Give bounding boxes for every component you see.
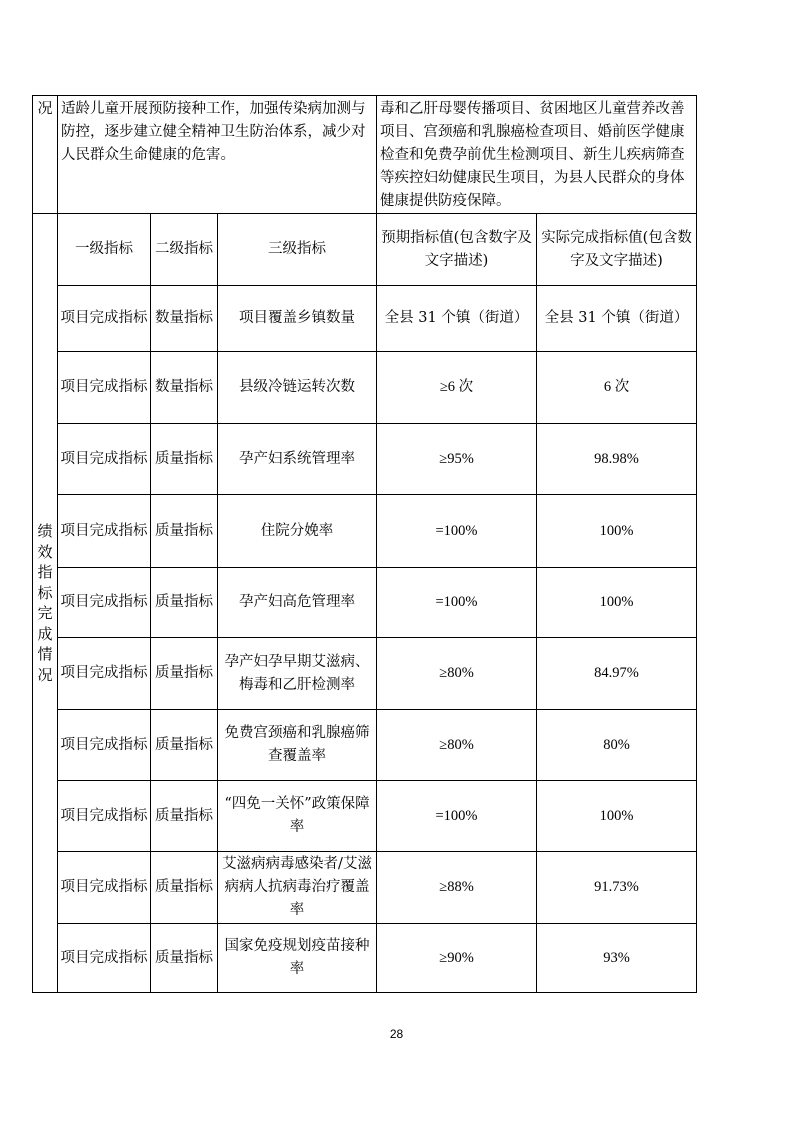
row-actual: 84.97% xyxy=(537,638,697,710)
row-expected: 全县 31 个镇（街道） xyxy=(377,286,537,352)
row-level3: 艾滋病病毒感染者/艾滋病病人抗病毒治疗覆盖率 xyxy=(218,852,377,924)
goal-row xyxy=(33,96,697,214)
row-level1: 项目完成指标 xyxy=(58,638,151,710)
row-level3: 县级冷链运转次数 xyxy=(218,352,377,424)
performance-table xyxy=(32,95,697,993)
row-level1: 项目完成指标 xyxy=(58,852,151,924)
completion-text-cell: 毒和乙肝母婴传播项目、贫困地区儿童营养改善项目、宫颈癌和乳腺癌检查项目、婚前医学健康检查和免费孕前优生检测项目、新生儿疾病筛查等疾控妇幼健康民生项目，为县人民群众的身体健康提供防疫保障。 xyxy=(377,96,697,214)
row-actual: 100% xyxy=(537,495,697,568)
table-row xyxy=(33,710,697,781)
row-actual: 93% xyxy=(537,924,697,993)
row-level2: 质量指标 xyxy=(151,568,218,638)
row-level3: 国家免疫规划疫苗接种率 xyxy=(218,924,377,993)
row-level2: 质量指标 xyxy=(151,424,218,495)
table-row xyxy=(33,424,697,495)
row-expected: ≥6 次 xyxy=(377,352,537,424)
header-expected: 预期指标值(包含数字及文字描述) xyxy=(377,214,537,286)
row-actual: 98.98% xyxy=(537,424,697,495)
row-level2: 质量指标 xyxy=(151,924,218,993)
table-row xyxy=(33,781,697,852)
row-actual: 全县 31 个镇（街道） xyxy=(537,286,697,352)
row-level2: 质量指标 xyxy=(151,781,218,852)
row-level1: 项目完成指标 xyxy=(58,781,151,852)
row-level1: 项目完成指标 xyxy=(58,424,151,495)
header-level1: 一级指标 xyxy=(58,214,151,286)
row-actual: 91.73% xyxy=(537,852,697,924)
table-row xyxy=(33,352,697,424)
table-row xyxy=(33,286,697,352)
section-label-cell xyxy=(33,96,58,214)
row-level3: 孕产妇高危管理率 xyxy=(218,568,377,638)
row-level3: 项目覆盖乡镇数量 xyxy=(218,286,377,352)
header-level2: 二级指标 xyxy=(151,214,218,286)
row-level2: 质量指标 xyxy=(151,495,218,568)
row-expected: ≥95% xyxy=(377,424,537,495)
row-level2: 数量指标 xyxy=(151,352,218,424)
performance-label: 绩效指标完成情况 xyxy=(37,522,53,684)
table-row xyxy=(33,495,697,568)
row-level3: “四免一关怀”政策保障率 xyxy=(218,781,377,852)
row-level3: 孕产妇系统管理率 xyxy=(218,424,377,495)
row-actual: 100% xyxy=(537,568,697,638)
performance-table-container xyxy=(32,95,696,993)
row-expected: =100% xyxy=(377,781,537,852)
row-level1: 项目完成指标 xyxy=(58,495,151,568)
table-row xyxy=(33,638,697,710)
row-expected: ≥80% xyxy=(377,710,537,781)
row-actual: 6 次 xyxy=(537,352,697,424)
row-level3: 免费宫颈癌和乳腺癌筛查覆盖率 xyxy=(218,710,377,781)
row-level1: 项目完成指标 xyxy=(58,924,151,993)
goal-text-cell: 适龄儿童开展预防接种工作，加强传染病加测与防控，逐步建立健全精神卫生防治体系，减少对人民群众生命健康的危害。 xyxy=(58,96,377,214)
header-level3: 三级指标 xyxy=(218,214,377,286)
row-level2: 数量指标 xyxy=(151,286,218,352)
header-actual: 实际完成指标值(包含数字及文字描述) xyxy=(537,214,697,286)
row-level3: 住院分娩率 xyxy=(218,495,377,568)
page-number: 28 xyxy=(389,1027,404,1041)
row-level2: 质量指标 xyxy=(151,638,218,710)
section-label-tail: 况 xyxy=(37,99,53,117)
row-level1: 项目完成指标 xyxy=(58,568,151,638)
header-row xyxy=(33,214,697,286)
row-actual: 100% xyxy=(537,781,697,852)
row-actual: 80% xyxy=(537,710,697,781)
row-expected: =100% xyxy=(377,568,537,638)
row-level1: 项目完成指标 xyxy=(58,286,151,352)
table-row xyxy=(33,924,697,993)
row-level2: 质量指标 xyxy=(151,852,218,924)
row-level2: 质量指标 xyxy=(151,710,218,781)
row-level1: 项目完成指标 xyxy=(58,710,151,781)
row-level3: 孕产妇孕早期艾滋病、梅毒和乙肝检测率 xyxy=(218,638,377,710)
performance-label-cell xyxy=(33,214,58,993)
table-row xyxy=(33,852,697,924)
row-expected: ≥88% xyxy=(377,852,537,924)
row-expected: ≥80% xyxy=(377,638,537,710)
row-level1: 项目完成指标 xyxy=(58,352,151,424)
row-expected: =100% xyxy=(377,495,537,568)
row-expected: ≥90% xyxy=(377,924,537,993)
table-row xyxy=(33,568,697,638)
